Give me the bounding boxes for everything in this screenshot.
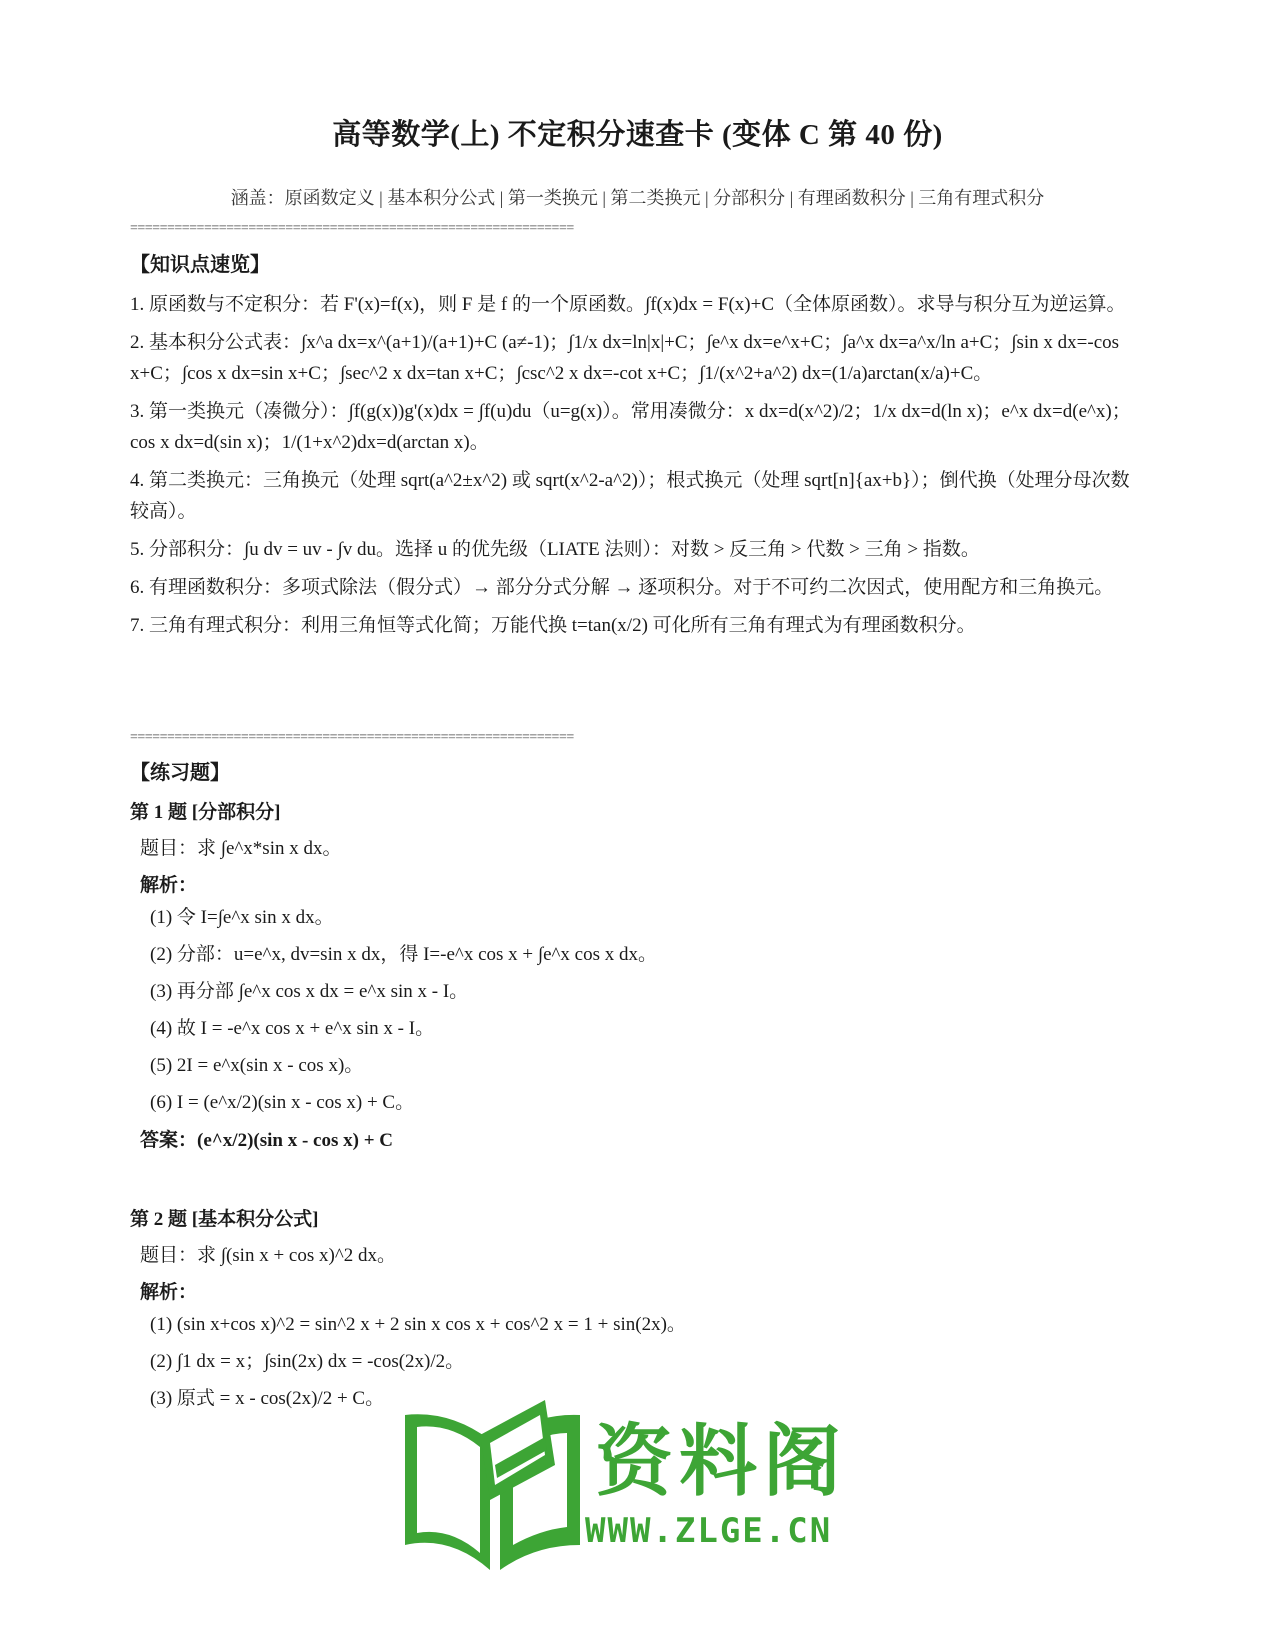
practice-heading: 【练习题】 bbox=[130, 762, 230, 784]
solution-step: (1) (sin x+cos x)^2 = sin^2 x + 2 sin x cos x + cos^2 x = 1 + sin(2x)。 bbox=[150, 1314, 686, 1335]
knowledge-item: 1. 原函数与不定积分：若 F'(x)=f(x)，则 F 是 f 的一个原函数。∫f(x)dx = F(x)+C（全体原函数）。求导与积分互为逆运算。 bbox=[130, 294, 1126, 315]
knowledge-item: 6. 有理函数积分：多项式除法（假分式）→ 部分分式分解 → 逐项积分。对于不可约二次因式，使用配方和三角换元。 bbox=[130, 577, 1114, 598]
practice-section bbox=[130, 756, 1140, 1421]
solution-step: (5) 2I = e^x(sin x - cos x)。 bbox=[150, 1055, 364, 1076]
open-book-icon bbox=[395, 1395, 595, 1585]
solution-step: (3) 再分部 ∫e^x cos x dx = e^x sin x - I。 bbox=[150, 981, 469, 1002]
question-problem: 题目：求 ∫(sin x + cos x)^2 dx。 bbox=[140, 1245, 396, 1266]
knowledge-item: 2. 基本积分公式表：∫x^a dx=x^(a+1)/(a+1)+C (a≠-1)；∫1/x dx=ln|x|+C；∫e^x dx=e^x+C；∫a^x dx=a^x/ln a+C；∫sin x dx=-cos x+C；∫cos x dx=sin x+C；∫sec^2 x dx=tan x+C；∫csc^2 x dx=-cot x+C；∫1/(x^2+a^2) dx=(1/a)arctan(x/a)+C。 bbox=[130, 332, 1120, 384]
solution-step: (2) 分部：u=e^x, dv=sin x dx，得 I=-e^x cos x + ∫e^x cos x dx。 bbox=[150, 944, 657, 965]
solution-step: (1) 令 I=∫e^x sin x dx。 bbox=[150, 907, 334, 928]
knowledge-item: 7. 三角有理式积分：利用三角恒等式化简；万能代换 t=tan(x/2) 可化所有三角有理式为有理函数积分。 bbox=[130, 615, 976, 636]
watermark-logo bbox=[395, 1395, 865, 1595]
question-block bbox=[130, 1204, 1140, 1414]
question-block bbox=[130, 797, 1140, 1152]
knowledge-section bbox=[130, 248, 1140, 648]
knowledge-item: 4. 第二类换元：三角换元（处理 sqrt(a^2±x^2) 或 sqrt(x^2-a^2)）；根式换元（处理 sqrt[n]{ax+b}）；倒代换（处理分母次数较高）。 bbox=[130, 470, 1130, 522]
answer-line: 答案：(e^x/2)(sin x - cos x) + C bbox=[140, 1130, 394, 1151]
solution-step: (4) 故 I = -e^x cos x + e^x sin x - I。 bbox=[150, 1018, 435, 1039]
knowledge-heading: 【知识点速览】 bbox=[130, 254, 270, 276]
watermark-name: 资料阁 bbox=[595, 1417, 848, 1507]
separator-line: ============================================================ bbox=[130, 730, 574, 745]
question-title: 第 1 题 [分部积分] bbox=[130, 802, 281, 823]
knowledge-item: 5. 分部积分：∫u dv = uv - ∫v du。选择 u 的优先级（LIATE 法则）：对数 > 反三角 > 代数 > 三角 > 指数。 bbox=[130, 539, 980, 560]
page-subtitle: 涵盖：原函数定义 | 基本积分公式 | 第一类换元 | 第二类换元 | 分部积分 | 有理函数积分 | 三角有理式积分 bbox=[230, 188, 1045, 208]
page-title: 高等数学(上) 不定积分速查卡 (变体 C 第 40 份) bbox=[332, 119, 943, 151]
separator-line: ============================================================ bbox=[130, 221, 574, 236]
solution-step: (6) I = (e^x/2)(sin x - cos x) + C。 bbox=[150, 1092, 415, 1113]
watermark-url: WWW.ZLGE.CN bbox=[585, 1511, 833, 1551]
solution-step: (3) 原式 = x - cos(2x)/2 + C。 bbox=[150, 1388, 385, 1409]
solution-label: 解析： bbox=[140, 875, 198, 896]
question-problem: 题目：求 ∫e^x*sin x dx。 bbox=[140, 838, 342, 859]
solution-label: 解析： bbox=[140, 1282, 198, 1303]
solution-step: (2) ∫1 dx = x；∫sin(2x) dx = -cos(2x)/2。 bbox=[150, 1351, 465, 1372]
question-title: 第 2 题 [基本积分公式] bbox=[130, 1209, 319, 1230]
knowledge-item: 3. 第一类换元（凑微分）：∫f(g(x))g'(x)dx = ∫f(u)du（u=g(x)）。常用凑微分：x dx=d(x^2)/2；1/x dx=d(ln x)；e^x dx=d(e^x)；cos x dx=d(sin x)；1/(1+x^2)dx=d(arctan x)。 bbox=[130, 401, 1131, 453]
